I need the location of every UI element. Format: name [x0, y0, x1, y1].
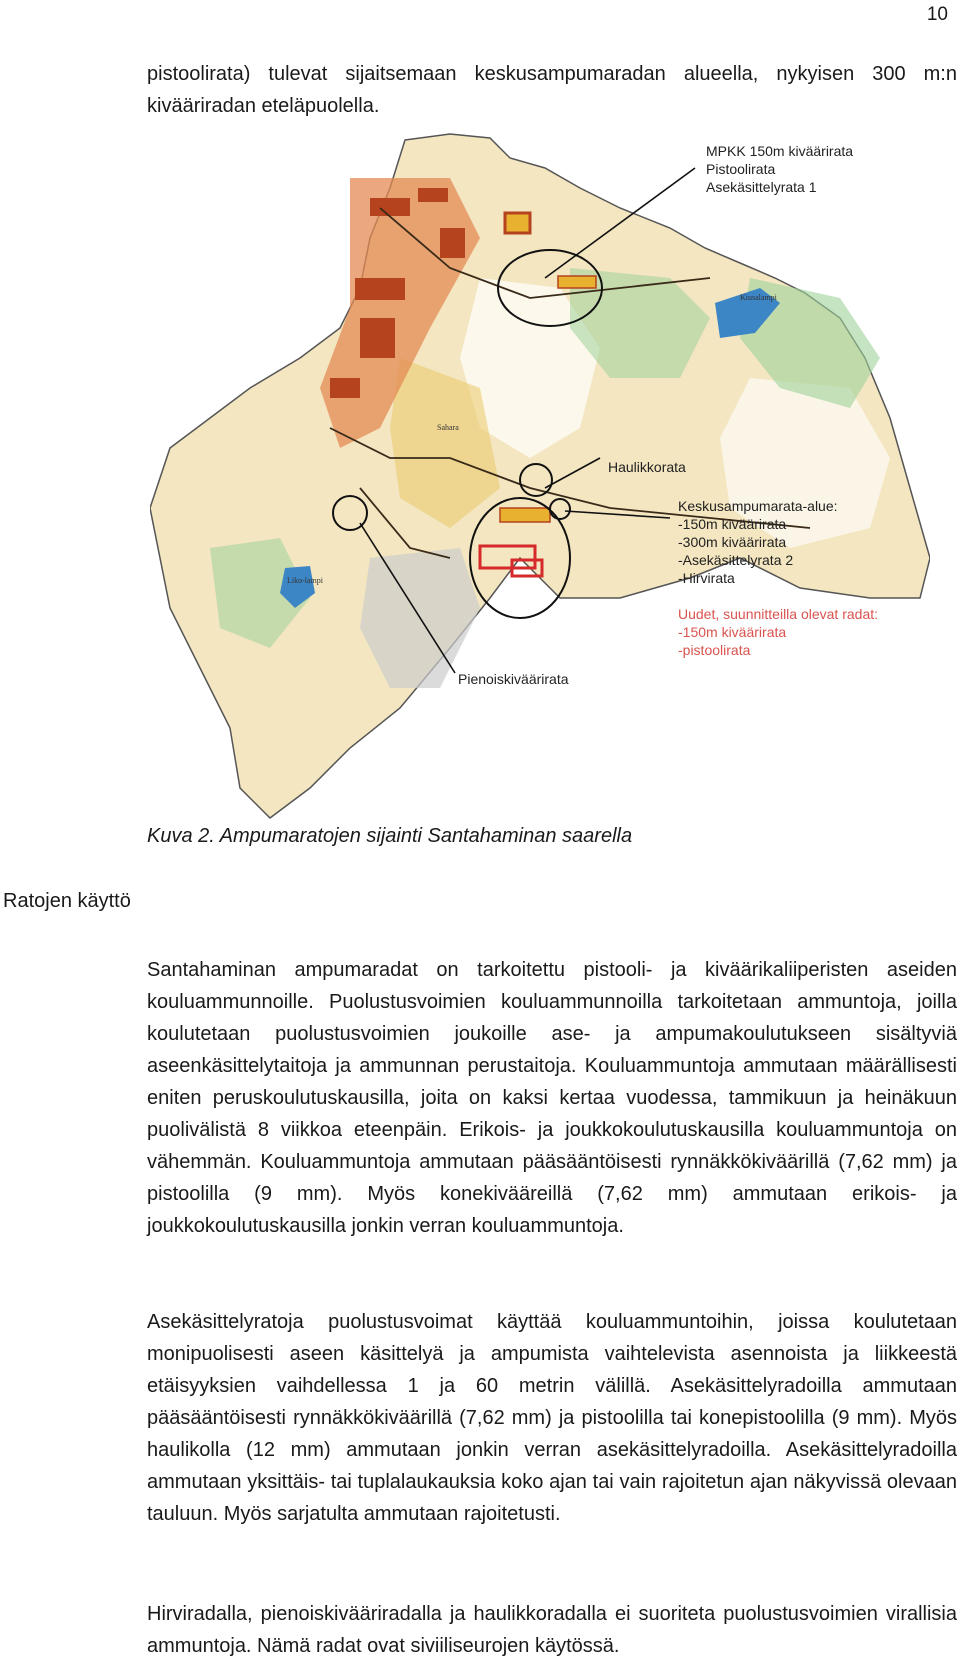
label-hirvirata: -Hirvirata — [678, 570, 735, 586]
label-asekasittelyrata-1: Asekäsittelyrata 1 — [706, 179, 817, 195]
building — [355, 278, 405, 300]
label-new-pistol: -pistoolirata — [678, 642, 751, 658]
building — [440, 228, 465, 258]
label-pistoolirata: Pistoolirata — [706, 161, 776, 177]
label-new-ranges: Uudet, suunnitteilla olevat radat: — [678, 606, 879, 622]
likolampi-label: Liko-lampi — [287, 576, 323, 585]
label-haulikkorata: Haulikkorata — [608, 459, 686, 475]
building — [330, 378, 360, 398]
building — [360, 318, 395, 358]
building — [418, 188, 448, 202]
paragraph-3: Hirviradalla, pienoiskivääriradalla ja haulikkoradalla ei suoriteta puolustusvoimien virallisia ammuntoja. Nämä radat ovat siviiliseurojen käytössä. — [147, 1603, 957, 1657]
kiusalampi-label: Kiusalampi — [740, 293, 777, 302]
intro-paragraph: pistoolirata) tulevat sijaitsemaan keskusampumaradan alueella, nykyisen 300 m:n kivääriradan eteläpuolella. — [147, 63, 957, 117]
sports-field — [505, 213, 530, 233]
sahara-label: Sahara — [437, 423, 459, 432]
label-mpkk: MPKK 150m kivääriratа — [706, 143, 854, 159]
page-number: 10 — [926, 4, 948, 25]
paragraph-2: Asekäsittelyratoja puolustusvoimat käyttää kouluammuntoihin, joissa koulutetaan monipuolisesti aseen käsittelyä ja ampumista vaihtelevista asennoista ja liikkeestä etäisyyksien vaihdellessa 1 ja 60 metrin välillä. Asekäsittelyradoilla ammutaan pääsääntöisesti rynnäkkökiväärillä (7,62 mm) ja pistoolilla tai konepistoolilla (9 mm). Myös haulikolla (12 mm) ammutaan jonkin verran asekäsittelyradoilla. Asekäsittelyradoilla ammutaan yksittäis- tai tuplalaukauksia koko ajan tai vain rajoitetun ajan näkyvissä olevaan tauluun. Myös sarjatulta ammutaan rajoitetusti. — [147, 1311, 957, 1525]
building — [370, 198, 410, 216]
figure-caption: Kuva 2. Ampumaratojen sijainti Santahaminan saarella — [147, 825, 633, 847]
label-keskus-300m: -300m kivääriratа — [678, 534, 787, 550]
paragraph-1: Santahaminan ampumaradat on tarkoitettu pistooli- ja kiväärikaliiperisten aseiden kouluammunnoille. Puolustusvoimien kouluammunnoilla tarkoitetaan ammuntoja, joilla koulutetaan puolustusvoimien joukoille ase- ja ampumakoulutukseen sisältyviä aseenkäsittelytaitoja ja ammunnan perustaitoja. Kouluammuntoja ammutaan määrällisesti eniten peruskoulutuskausilla, joita on kaksi kertaa vuodessa, tammikuun ja heinäkuun puolivälistä 8 viikkoa eteenpäin. Erikois- ja joukkokoulutuskausilla kouluammuntoja on vähemmän. Kouluammuntoja ammutaan pääsääntöisesti rynnäkkökiväärillä (7,62 mm) ja pistoolilla (9 mm). Myös konekivääreillä (7,62 mm) ammutaan erikois- ja joukkokoulutuskausilla jonkin verran kouluammuntoja. — [147, 959, 957, 1237]
label-keskus-150m: -150m kivääriratа — [678, 516, 787, 532]
map-figure — [150, 128, 930, 828]
range-stripe — [500, 508, 550, 522]
label-keskusampumarata: Keskusampumarata-alue: — [678, 498, 838, 514]
range-stripe — [558, 276, 596, 288]
section-heading: Ratojen käyttö — [3, 890, 131, 912]
label-pienoiskivaarirata: Pienoiskivääriratа — [458, 671, 569, 687]
label-new-150m: -150m kivääriratа — [678, 624, 787, 640]
santahamina-map — [150, 128, 930, 828]
label-asekasittelyrata-2: -Asekäsittelyrata 2 — [678, 552, 794, 568]
